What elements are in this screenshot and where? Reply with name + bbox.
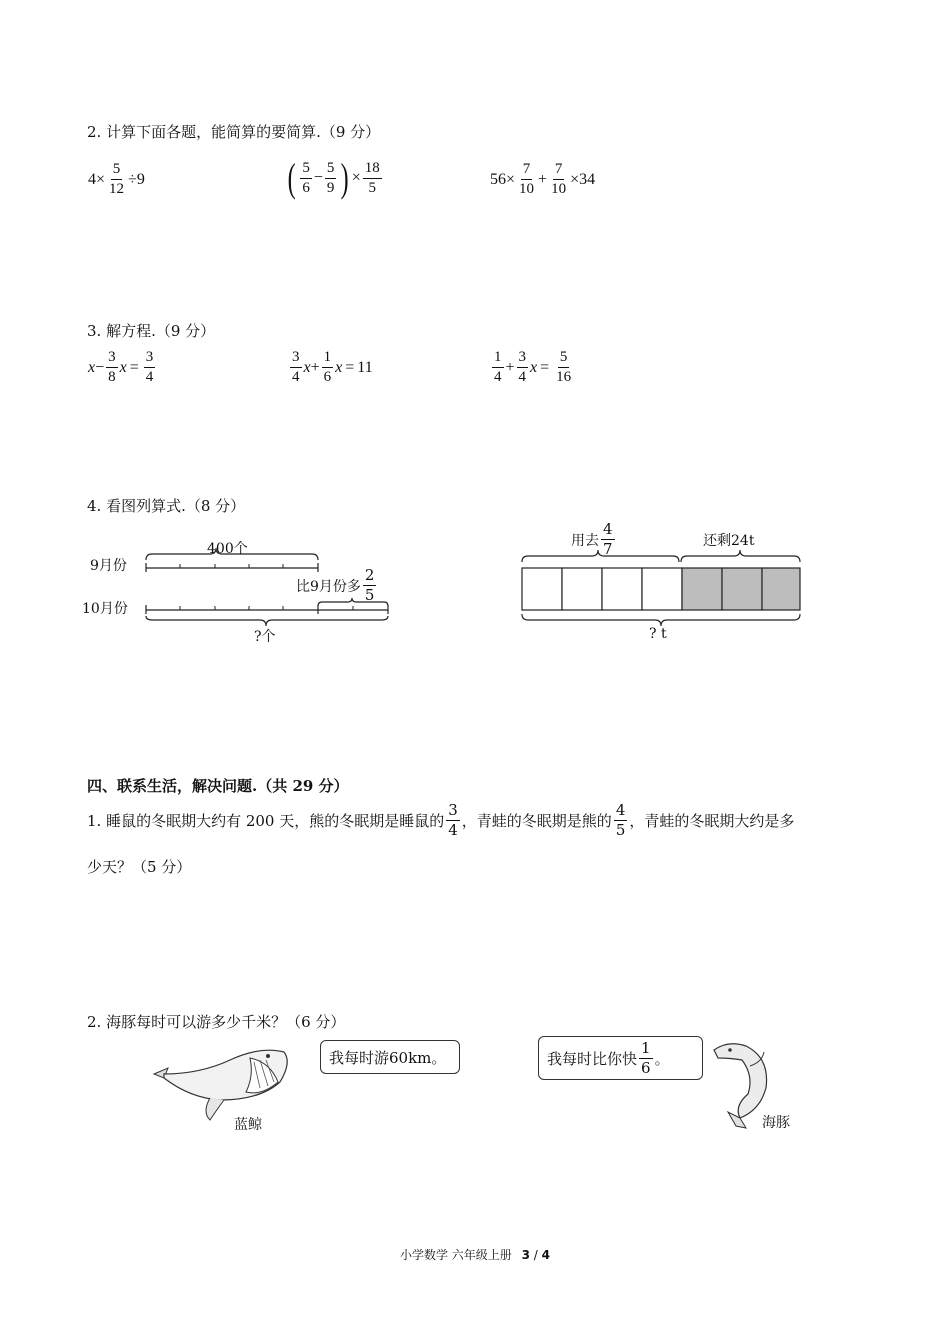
section-title: 四、联系生活，解决问题.（共 29 分） xyxy=(87,777,349,795)
dolphin-speech-bubble xyxy=(538,1036,703,1080)
fraction: $\frac{3}{4}$ xyxy=(448,801,458,839)
op: × xyxy=(96,170,106,188)
op: + xyxy=(505,358,515,376)
q3-expr-1 xyxy=(88,350,157,385)
p1-text-c: ，青蛙的冬眠期大约是多 xyxy=(629,812,795,830)
used-text: 用去 xyxy=(571,532,599,549)
page-footer xyxy=(0,1246,950,1263)
num: 11 xyxy=(357,358,373,376)
var: x xyxy=(530,358,538,376)
var: x xyxy=(303,358,311,376)
problem-2-title: 2. 海豚每时可以游多少千米？（6 分） xyxy=(87,1013,346,1031)
label-sept: 9月份 xyxy=(90,558,127,574)
fraction: $\frac{5}{9}$ xyxy=(326,159,335,196)
num: 56 xyxy=(490,170,506,188)
fraction: $\frac{1}{4}$ xyxy=(494,349,502,385)
footer-page: 3 xyxy=(521,1248,530,1262)
fraction: $\frac{1}{6}$ xyxy=(323,349,332,385)
whale-illustration xyxy=(150,1038,300,1133)
var: x xyxy=(119,358,127,376)
var: x xyxy=(335,358,343,376)
fraction: $\frac{3}{8}$ xyxy=(108,349,116,385)
q3-title: 3. 解方程.（9 分） xyxy=(87,322,216,340)
dolphin-name: 海豚 xyxy=(762,1115,790,1131)
box-diagram xyxy=(515,520,815,650)
dolphin-speech-b: 。 xyxy=(654,1049,670,1068)
more-text: 比9月份多 xyxy=(296,578,361,595)
op: = xyxy=(129,358,139,376)
fraction: $\frac{2}{5}$ xyxy=(364,566,375,604)
var: x xyxy=(88,358,96,376)
num: 4 xyxy=(88,170,96,188)
op: × xyxy=(570,170,580,188)
op: + xyxy=(310,358,320,376)
op: − xyxy=(313,169,323,186)
op: × xyxy=(506,170,516,188)
q2-expr-3 xyxy=(490,162,595,197)
label-more xyxy=(296,568,378,603)
fraction: $\frac{4}{7}$ xyxy=(603,520,613,558)
whale-icon xyxy=(150,1038,300,1130)
left-paren: ( xyxy=(287,155,296,200)
fraction: $\frac{1}{6}$ xyxy=(641,1038,651,1077)
fraction: $\frac{7}{10}$ xyxy=(519,161,535,197)
footer-text: 小学数学 六年级上册 xyxy=(399,1248,512,1262)
op: + xyxy=(538,170,548,188)
problem-1-line-1 xyxy=(87,803,794,838)
op: − xyxy=(95,358,105,376)
fraction: $\frac{5}{12}$ xyxy=(109,161,125,197)
line-segment-diagram xyxy=(80,530,420,650)
q3-expr-2 xyxy=(288,350,373,385)
fraction: $\frac{3}{4}$ xyxy=(292,349,300,385)
q4-title: 4. 看图列算式.（8 分） xyxy=(87,497,246,515)
whale-name: 蓝鲸 xyxy=(234,1117,262,1133)
whale-speech: 我每时游60km。 xyxy=(329,1048,447,1067)
num: 9 xyxy=(136,170,145,188)
op: ÷ xyxy=(128,170,137,188)
problem-1-line-2: 少天？（5 分） xyxy=(87,858,192,876)
footer-total: 4 xyxy=(541,1248,551,1262)
q2-expr-2 xyxy=(285,155,384,200)
p1-text-a: 1. 睡鼠的冬眠期大约有 200 天，熊的冬眠期是睡鼠的 xyxy=(87,812,445,830)
fraction: $\frac{5}{16}$ xyxy=(556,349,572,385)
fraction: $\frac{18}{5}$ xyxy=(364,159,380,196)
q2-expr-1 xyxy=(88,162,145,197)
label-total: ? t xyxy=(649,626,667,642)
op: × xyxy=(351,169,361,186)
label-used xyxy=(571,522,617,557)
fraction: $\frac{3}{4}$ xyxy=(518,349,527,385)
right-paren: ) xyxy=(341,155,350,200)
q3-expr-3 xyxy=(490,350,575,385)
label-400: 400个 xyxy=(207,541,248,557)
op: = xyxy=(345,358,355,376)
dolphin-speech-a: 我每时比你快 xyxy=(547,1049,638,1068)
label-left: 还剩24t xyxy=(703,533,755,549)
p1-text-b: ，青蛙的冬眠期是熊的 xyxy=(461,812,612,830)
q2-title: 2. 计算下面各题，能简算的要简算.（9 分） xyxy=(87,123,381,141)
whale-speech-bubble xyxy=(320,1040,460,1074)
footer-sep: / xyxy=(529,1248,542,1262)
fraction: $\frac{3}{4}$ xyxy=(145,349,154,385)
fraction: $\frac{5}{6}$ xyxy=(302,159,310,196)
label-unknown: ?个 xyxy=(254,629,276,645)
label-oct: 10月份 xyxy=(82,601,128,617)
fraction: $\frac{7}{10}$ xyxy=(551,161,567,197)
op: = xyxy=(540,358,550,376)
num: 34 xyxy=(579,170,596,188)
fraction: $\frac{4}{5}$ xyxy=(615,801,626,839)
dolphin-illustration xyxy=(706,1036,816,1136)
